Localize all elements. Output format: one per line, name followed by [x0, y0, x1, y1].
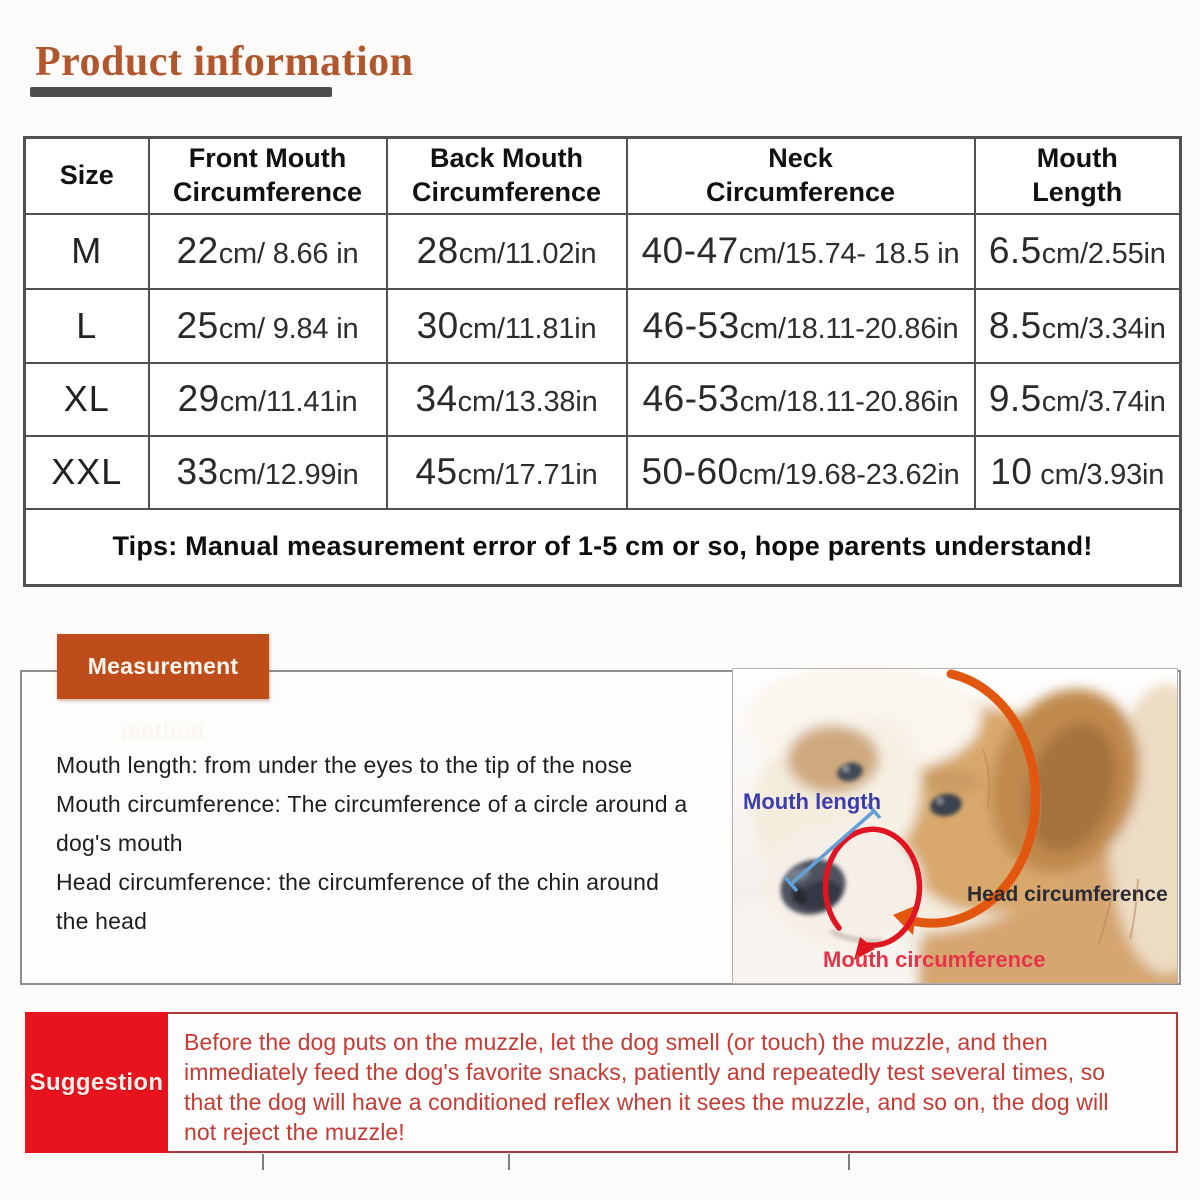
measurement-line: Head circumference: the circumference of the chin around — [56, 869, 660, 895]
size-value: M — [25, 214, 149, 289]
mouth-length-value: 6.5cm/2.55in — [975, 214, 1181, 289]
col-header-mouth-length: Mouth Length — [975, 138, 1181, 214]
mouth-length-label: Mouth length — [743, 789, 882, 814]
suggestion-line: Before the dog puts on the muzzle, let the dog smell (or touch) the muzzle, and then — [184, 1029, 1048, 1055]
measurement-line: dog's mouth — [56, 830, 183, 856]
suggestion-badge-text: Suggestion — [29, 1068, 164, 1096]
tips-text: Tips: Manual measurement error of 1-5 cm or so, hope parents understand! — [25, 509, 1181, 586]
front-mouth-value: 22cm/ 8.66 in — [149, 214, 387, 289]
measurement-method-badge: Measurement method — [57, 634, 269, 699]
suggestion-badge — [25, 1012, 168, 1153]
front-mouth-value: 29cm/11.41in — [149, 363, 387, 436]
size-value: L — [25, 289, 149, 363]
cropped-table-tick — [508, 1154, 510, 1170]
head-circumference-label: Head circumference — [967, 883, 1168, 906]
dog-measurement-photo — [732, 668, 1178, 984]
front-mouth-value: 33cm/12.99in — [149, 436, 387, 509]
col-header-front-mouth: Front Mouth Circumference — [149, 138, 387, 214]
measurement-line: the head — [56, 908, 148, 934]
table-header-row — [25, 138, 1181, 214]
mouth-length-value: 9.5cm/3.74in — [975, 363, 1181, 436]
table-row — [25, 436, 1181, 509]
col-header-size: Size — [25, 138, 149, 214]
suggestion-line: immediately feed the dog's favorite snacks, patiently and repeatedly test several times, so — [184, 1059, 1106, 1085]
size-chart-table — [23, 136, 1182, 587]
mouth-circumference-label: Mouth circumference — [823, 947, 1046, 972]
suggestion-line: not reject the muzzle! — [184, 1119, 405, 1145]
size-value: XL — [25, 363, 149, 436]
neck-value: 46-53cm/18.11-20.86in — [627, 363, 975, 436]
neck-value: 40-47cm/15.74- 18.5 in — [627, 214, 975, 289]
measurement-instructions — [56, 746, 687, 941]
mouth-length-value: 8.5cm/3.34in — [975, 289, 1181, 363]
neck-value: 46-53cm/18.11-20.86in — [627, 289, 975, 363]
suggestion-line: that the dog will have a conditioned reflex when it sees the muzzle, and so on, the dog will — [184, 1089, 1109, 1115]
back-mouth-value: 30cm/11.81in — [387, 289, 627, 363]
cropped-table-tick — [848, 1154, 850, 1170]
measurement-line: Mouth length: from under the eyes to the tip of the nose — [56, 752, 633, 778]
tips-row — [25, 509, 1181, 586]
suggestion-panel — [166, 1012, 1178, 1153]
neck-value: 50-60cm/19.68-23.62in — [627, 436, 975, 509]
dog-head — [733, 669, 1177, 983]
measurement-line: Mouth circumference: The circumference of a circle around a — [56, 791, 688, 817]
back-mouth-value: 45cm/17.71in — [387, 436, 627, 509]
mouth-length-value: 10 cm/3.93in — [975, 436, 1181, 509]
back-mouth-value: 28cm/11.02in — [387, 214, 627, 289]
page-title: Product information — [35, 39, 414, 85]
size-value: XXL — [25, 436, 149, 509]
back-mouth-value: 34cm/13.38in — [387, 363, 627, 436]
col-header-neck: Neck Circumference — [627, 138, 975, 214]
title-underline — [30, 87, 332, 97]
table-row — [25, 289, 1181, 363]
table-row — [25, 363, 1181, 436]
col-header-back-mouth: Back Mouth Circumference — [387, 138, 627, 214]
front-mouth-value: 25cm/ 9.84 in — [149, 289, 387, 363]
table-row — [25, 214, 1181, 289]
dog-illustration — [733, 669, 1177, 983]
cropped-table-tick — [262, 1154, 264, 1170]
